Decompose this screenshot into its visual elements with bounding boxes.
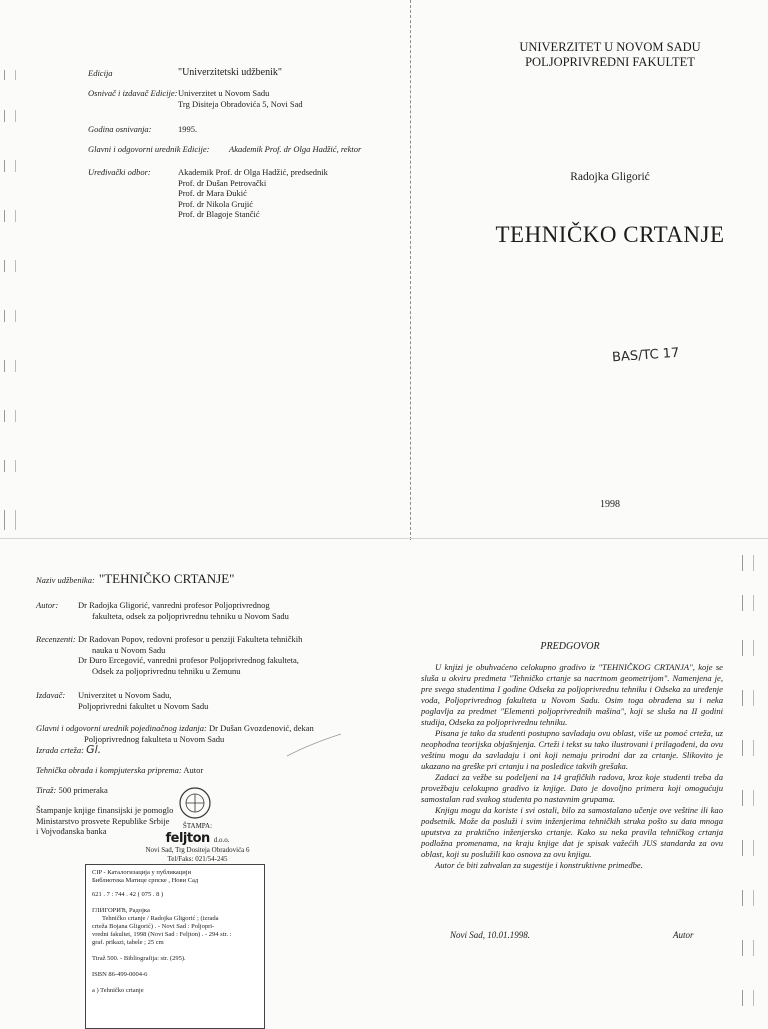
urednik-izdanja-value-2: Poljoprivrednog fakulteta u Novom Sadu bbox=[84, 733, 225, 744]
printer-logo: feljton bbox=[165, 831, 210, 846]
odbor-member: Prof. dr Mara Đukić bbox=[178, 188, 247, 198]
preface-signature: Autor bbox=[673, 930, 694, 940]
cip-subject: a ) Tehničko crtanje bbox=[92, 987, 144, 994]
urednik-value: Akademik Prof. dr Olga Hadžić, rektor bbox=[229, 144, 362, 154]
page-fold-line bbox=[410, 0, 412, 540]
printer-address: Novi Sad, Trg Dositeja Obradovića 6 bbox=[145, 846, 250, 854]
cip-udc-code: 621 . 7 : 744 . 42 ( 075 . 8 ) bbox=[92, 891, 164, 898]
tiraz-label: Tiraž: bbox=[36, 785, 57, 795]
cip-header-1: CIP - Каталогизација у публикацији bbox=[92, 869, 192, 876]
preface-heading: PREDGOVOR bbox=[540, 641, 600, 652]
cip-tiraz: Tiraž 500. - Bibliografija: str. (295). bbox=[92, 955, 186, 962]
recenzent-line: Dr Radovan Popov, redovni profesor u penziji Fakulteta tehničkih bbox=[78, 634, 303, 644]
cip-record bbox=[85, 864, 265, 1029]
urednik-label: Glavni i odgovorni urednik Edicije: bbox=[88, 144, 210, 154]
author-name: Radojka Gligorić bbox=[570, 171, 650, 183]
recenzent-line: Dr Đuro Ercegović, vanredni profesor Poljoprivrednog fakulteta, bbox=[78, 655, 299, 665]
recenzenti-label: Recenzenti: bbox=[36, 634, 76, 644]
handwritten-catalog-code: BAS/TC 17 bbox=[611, 345, 680, 366]
stampa-label: ŠTAMPA: bbox=[182, 822, 213, 830]
preface-paragraph: Knjigu mogu da koriste i svi ostali, bilo za samostalano učenje ove veštine ili kao podsetnik. Može da posluži i svim inženjerima tehničkih struka pošto su data mnoga uputstva za praktično inženjersko crtanje. Kako su neka pravila tehničkog crtanja podložna promenama, na kraju knjige dat je spisak važećih JUS standarda za ovu oblast, koji su poslužili kao osnova za ovu knjigu. bbox=[421, 805, 723, 859]
tehnicka-value: Autor bbox=[183, 765, 204, 775]
university-name: UNIVERZITET U NOVOM SADU bbox=[519, 40, 701, 54]
financing-line-1: Štampanje knjige finansijski je pomoglo bbox=[36, 805, 174, 815]
crteza-label: Izrada crteža: bbox=[36, 745, 84, 755]
autor-label: Autor: bbox=[36, 600, 59, 610]
financing-line-2: Ministarstvo prosvete Republike Srbije bbox=[36, 815, 170, 826]
godina-value: 1995. bbox=[178, 124, 198, 134]
faculty-name: POLJOPRIVREDNI FAKULTET bbox=[525, 55, 695, 69]
crteza-signature: Gl. bbox=[86, 743, 102, 756]
preface-paragraph: Autor će biti zahvalan za sugestije i konstruktivne primedbe. bbox=[435, 860, 643, 870]
odbor-member: Prof. dr Nikola Grujić bbox=[178, 198, 254, 209]
autor-value-1: Dr Radojka Gligorić, vanredni profesor Poljoprivrednog bbox=[78, 600, 270, 610]
edicija-value: "Univerzitetski udžbenik" bbox=[178, 67, 282, 78]
odbor-list bbox=[178, 167, 328, 220]
cip-entry-line: vredni fakultet, 1998 (Novi Sad : Feljton) . - 294 str. : bbox=[92, 931, 232, 938]
preface-paragraph: Pisana je tako da studenti postupno savladaju ovu oblast, više uz pomoć crteža, uz neophodna teorijska objašnjenja. Crteži i tekst su tako ilustrovani i prilagođeni, da ovu veštinu mogu da savladaju i oni koji nemaju prirodni dar za crtanje. Slikovito je ukazano na greške pri crtanju i na posledice takvih grešaka. bbox=[421, 728, 723, 771]
osnivac-label: Osnivač i izdavač Edicije: bbox=[88, 88, 178, 98]
tehnicka-label: Tehnička obrada i kompjuterska priprema: bbox=[36, 765, 182, 775]
osnivac-value-2: Trg Disiteja Obradovića 5, Novi Sad bbox=[178, 99, 303, 109]
odbor-member: Akademik Prof. dr Olga Hadžić, predsednik bbox=[178, 167, 328, 177]
financing-line-3: i Vojvođanska banka bbox=[36, 826, 107, 836]
cip-entry-line: crteža Bojana Gligorić) . - Novi Sad : Poljopri- bbox=[92, 923, 215, 930]
edicija-label: Edicija bbox=[88, 68, 113, 78]
preface-paragraph: U knjizi je obuhvaćeno celokupno gradivo iz "TEHNIČKOG CRTANJA", koje se sluša u okviru predmeta "Tehničko crtanje sa nacrtnom geometrijom". Namenjena je, pre svega studentima I godine Odseka za poljoprivrednu tehniku i Odseka za uređenje voda, Poljoprivrednog fakulteta u Novom Sadu. Osim toga obrađena su i neka poglavlja za predmet "Elementi poljoprivrednih mašina", koji se sluša na II godini studija, Odseka za poljoprivrednu tehniku. bbox=[421, 662, 723, 727]
cip-header-2: Библиотека Матице српске , Нови Сад bbox=[92, 877, 199, 884]
odbor-member: Prof. dr Dušan Petrovački bbox=[178, 177, 267, 188]
publication-year: 1998 bbox=[600, 499, 620, 510]
godina-label: Godina osnivanja: bbox=[88, 124, 152, 134]
library-seal bbox=[178, 786, 212, 820]
urednik-izdanja-label: Glavni i odgovorni urednik pojedinačnog izdanja: bbox=[36, 723, 207, 733]
recenzent-line: Odsek za poljoprivrednu tehniku u Zemunu bbox=[92, 665, 241, 676]
naziv-label: Naziv udžbenika: bbox=[36, 575, 95, 585]
osnivac-value-1: Univerzitet u Novom Sadu bbox=[178, 88, 270, 98]
printer-block bbox=[130, 822, 265, 864]
pen-stroke-mark bbox=[285, 730, 345, 760]
izdavac-value-1: Univerzitet u Novom Sadu, bbox=[78, 690, 172, 700]
printer-tel: Tel/Faks: 021/54-245 bbox=[167, 855, 228, 863]
series-colophon bbox=[88, 68, 398, 227]
spread-divider bbox=[0, 538, 768, 539]
recenzenti-list bbox=[78, 634, 302, 676]
naziv-value: "TEHNIČKO CRTANJE" bbox=[98, 571, 235, 586]
recenzent-line: nauka u Novom Sadu bbox=[92, 644, 166, 655]
cip-isbn: ISBN 86-499-0004-6 bbox=[92, 971, 148, 978]
izdavac-value-2: Poljoprivredni fakultet u Novom Sadu bbox=[78, 701, 209, 711]
preface-place-date: Novi Sad, 10.01.1998. bbox=[450, 930, 530, 940]
urednik-izdanja-value-1: Dr Dušan Gvozdenović, dekan bbox=[208, 723, 314, 733]
university-header bbox=[470, 40, 750, 70]
odbor-member: Prof. dr Blagoje Stančić bbox=[178, 209, 260, 219]
preface-body bbox=[421, 662, 723, 871]
cip-entry-line: graf. prikazi, tabele ; 25 cm bbox=[92, 939, 164, 946]
izdavac-label: Izdavač: bbox=[36, 690, 66, 700]
printer-suffix: d.o.o. bbox=[213, 836, 230, 844]
book-title: TEHNIČKO CRTANJE bbox=[495, 222, 725, 247]
autor-value-2: fakulteta, odsek za poljoprivrednu tehniku u Novom Sadu bbox=[92, 611, 289, 621]
cip-entry-line: Tehničko crtanje / Radojka Gligorić ; (izrada bbox=[102, 915, 219, 922]
preface-paragraph: Zadaci za vežbe su podeljeni na 14 grafičkih radova, kroz koje studenti treba da provežbaju celokupno gradivo iz knjige. Dato je dovoljno primera koji omogućuju samostalan rad svakog studenta po nastavnim grupama. bbox=[421, 772, 723, 804]
odbor-label: Uređivački odbor: bbox=[88, 167, 151, 177]
cip-entry-name: ГЛИГОРИЋ, Радојка bbox=[92, 907, 150, 914]
tiraz-value: 500 primeraka bbox=[58, 785, 108, 795]
